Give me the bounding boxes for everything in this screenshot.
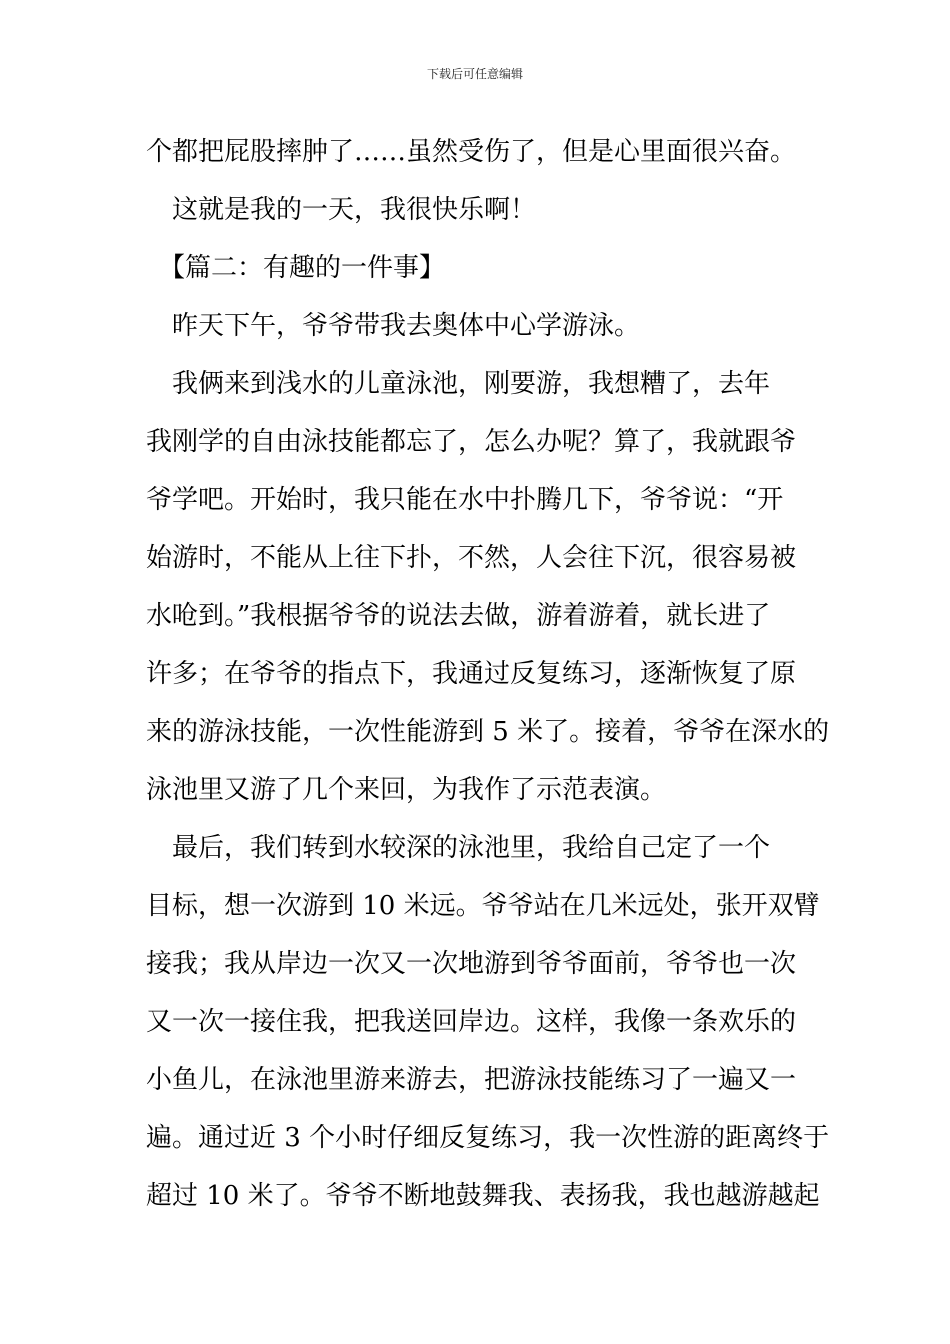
text-line: 我刚学的自由泳技能都忘了，怎么办呢？算了，我就跟爷 bbox=[146, 427, 797, 457]
page-header: 下载后可任意编辑 bbox=[426, 67, 523, 81]
text-line: 始游时，不能从上往下扑，不然，人会往下沉，很容易被 bbox=[146, 543, 797, 573]
text-line: 来的游泳技能，一次性能游到 5 米了。接着，爷爷在深水的 bbox=[146, 717, 830, 747]
text-line: 水呛到。”我根据爷爷的说法去做，游着游着，就长进了 bbox=[146, 601, 771, 631]
text-line: 目标，想一次游到 10 米远。爷爷站在几米远处，张开双臂 bbox=[146, 891, 820, 921]
text-line: 我俩来到浅水的儿童泳池，刚要游，我想糟了，去年 bbox=[146, 369, 771, 399]
text-line: 又一次一接住我，把我送回岸边。这样，我像一条欢乐的 bbox=[146, 1007, 797, 1037]
text-line: 个都把屁股摔肿了……虽然受伤了，但是心里面很兴奋。 bbox=[146, 137, 797, 167]
text-line: 泳池里又游了几个来回，为我作了示范表演。 bbox=[146, 775, 667, 805]
text-line: 遍。通过近 3 个小时仔细反复练习，我一次性游的距离终于 bbox=[146, 1123, 830, 1153]
text-line: 最后，我们转到水较深的泳池里，我给自己定了一个 bbox=[146, 833, 771, 863]
text-line: 爷学吧。开始时，我只能在水中扑腾几下，爷爷说：“开 bbox=[146, 485, 784, 515]
text-line: 超过 10 米了。爷爷不断地鼓舞我、表扬我，我也越游越起 bbox=[146, 1181, 820, 1211]
text-line: 接我；我从岸边一次又一次地游到爷爷面前，爷爷也一次 bbox=[146, 949, 797, 979]
text-line: 许多；在爷爷的指点下，我通过反复练习，逐渐恢复了原 bbox=[146, 659, 797, 689]
text-line: 小鱼儿，在泳池里游来游去，把游泳技能练习了一遍又一 bbox=[146, 1065, 797, 1095]
section-heading: 【篇二：有趣的一件事】 bbox=[146, 253, 446, 283]
text-line: 昨天下午，爷爷带我去奥体中心学游泳。 bbox=[146, 311, 641, 341]
text-line: 这就是我的一天，我很快乐啊！ bbox=[146, 195, 537, 225]
